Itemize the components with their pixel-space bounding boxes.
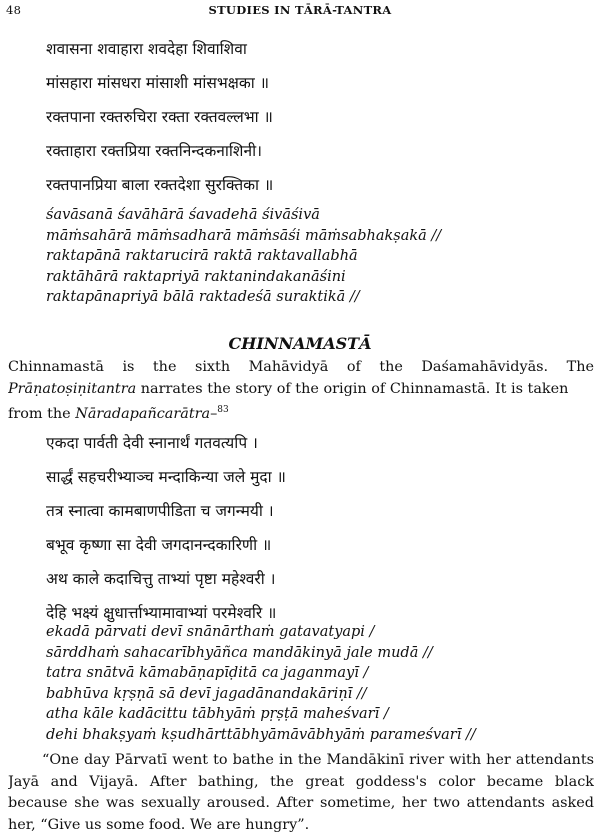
transliteration-line: ekadā pārvati devī snānārthaṁ gatavatyapi / <box>46 624 375 640</box>
transliteration-line: sārddhaṁ sahacarībhyāñca mandākinyā jale mudā // <box>46 644 433 661</box>
sanskrit-verses-block-1 <box>46 32 273 202</box>
transliteration-block-1 <box>46 205 441 308</box>
intro-line-2-text: narrates the story of the origin of Chinnamastā. It is taken <box>136 380 569 397</box>
running-title: STUDIES IN TĀRĀ-TANTRA <box>208 3 392 17</box>
translation-line: her, “Give us some food. We are hungry”. <box>8 816 310 833</box>
translation-line: Jayā and Vijayā. After bathing, the great goddess's color became black <box>8 773 594 790</box>
intro-line-1: Chinnamastā is the sixth Mahāvidyā of the Daśamahāvidyās. The <box>8 359 594 375</box>
verse-line: अथ काले कदाचित्तु ताभ्यां पृष्टा महेश्वरी । <box>46 570 276 588</box>
verse-line: मांसहारा मांसधरा मांसाशी मांसभक्षका ॥ <box>46 74 270 92</box>
footnote-marker: 83 <box>217 405 229 415</box>
intro-paragraph <box>8 357 594 422</box>
dash: – <box>210 406 218 422</box>
sanskrit-verses-block-2 <box>46 426 286 630</box>
verse-line: एकदा पार्वती देवी स्नानार्थं गतवत्यपि । <box>46 434 258 452</box>
transliteration-line: raktāhārā raktapriyā raktanindakanāśini <box>46 268 346 285</box>
verse-line: रक्तपाना रक्तरुचिरा रक्ता रक्तवल्लभा ॥ <box>46 108 273 126</box>
intro-line-3 <box>8 400 594 422</box>
transliteration-line: tatra snātvā kāmabāṇapīḍitā ca jaganmayī / <box>46 665 369 681</box>
text-title-pranatosini: Prāṇatoṣiṇitantra <box>8 380 137 397</box>
verse-line: देहि भक्ष्यं क्षुधार्त्ताभ्यामावाभ्यां परमेश्वरि ॥ <box>46 604 277 622</box>
verse-line: सार्द्धं सहचरीभ्याञ्च मन्दाकिन्या जले मुदा ॥ <box>46 468 286 486</box>
transliteration-line: atha kāle kadācittu tābhyāṁ pṛṣṭā maheśvarī / <box>46 706 389 722</box>
text-title-naradapancaratra: Nāradapañcarātra <box>75 406 211 422</box>
verse-line: तत्र स्नात्वा कामबाणपीडिता च जगन्मयी । <box>46 502 274 520</box>
translation-line: because she was sexually aroused. After sometime, her two attendants asked <box>8 795 594 811</box>
verse-line: शवासना शवाहारा शवदेहा शिवाशिवा <box>46 40 247 58</box>
transliteration-line: dehi bhakṣyaṁ kṣudhārttābhyāmāvābhyāṁ parameśvarī // <box>46 726 476 743</box>
translation-line: “One day Pārvatī went to bathe in the Mandākinī river with her attendants <box>42 752 594 768</box>
translation-paragraph <box>8 750 594 836</box>
intro-line-2 <box>8 379 594 401</box>
transliteration-line: raktapānā raktarucirā raktā raktavallabhā <box>46 248 358 264</box>
page-number: 48 <box>6 3 22 17</box>
transliteration-block-2 <box>46 622 476 745</box>
verse-line: बभूव कृष्णा सा देवी जगदानन्दकारिणी ॥ <box>46 536 272 554</box>
intro-line-3-text: from the <box>8 406 76 422</box>
transliteration-line: raktapānapriyā bālā raktadeśā suraktikā // <box>46 289 360 305</box>
transliteration-line: babhūva kṛṣṇā sā devī jagadānandakāriṇī // <box>46 685 367 702</box>
verse-line: रक्तपानप्रिया बाला रक्तदेशा सुरक्तिका ॥ <box>46 176 274 194</box>
section-heading: CHINNAMASTĀ <box>228 334 372 353</box>
transliteration-line: māṁsahārā māṁsadharā māṁsāśi māṁsabhakṣakā // <box>46 227 442 244</box>
transliteration-line: śavāsanā śavāhārā śavadehā śivāśivā <box>46 207 320 223</box>
running-head <box>0 3 600 21</box>
verse-line: रक्ताहारा रक्तप्रिया रक्तनिन्दकनाशिनी। <box>46 142 262 160</box>
